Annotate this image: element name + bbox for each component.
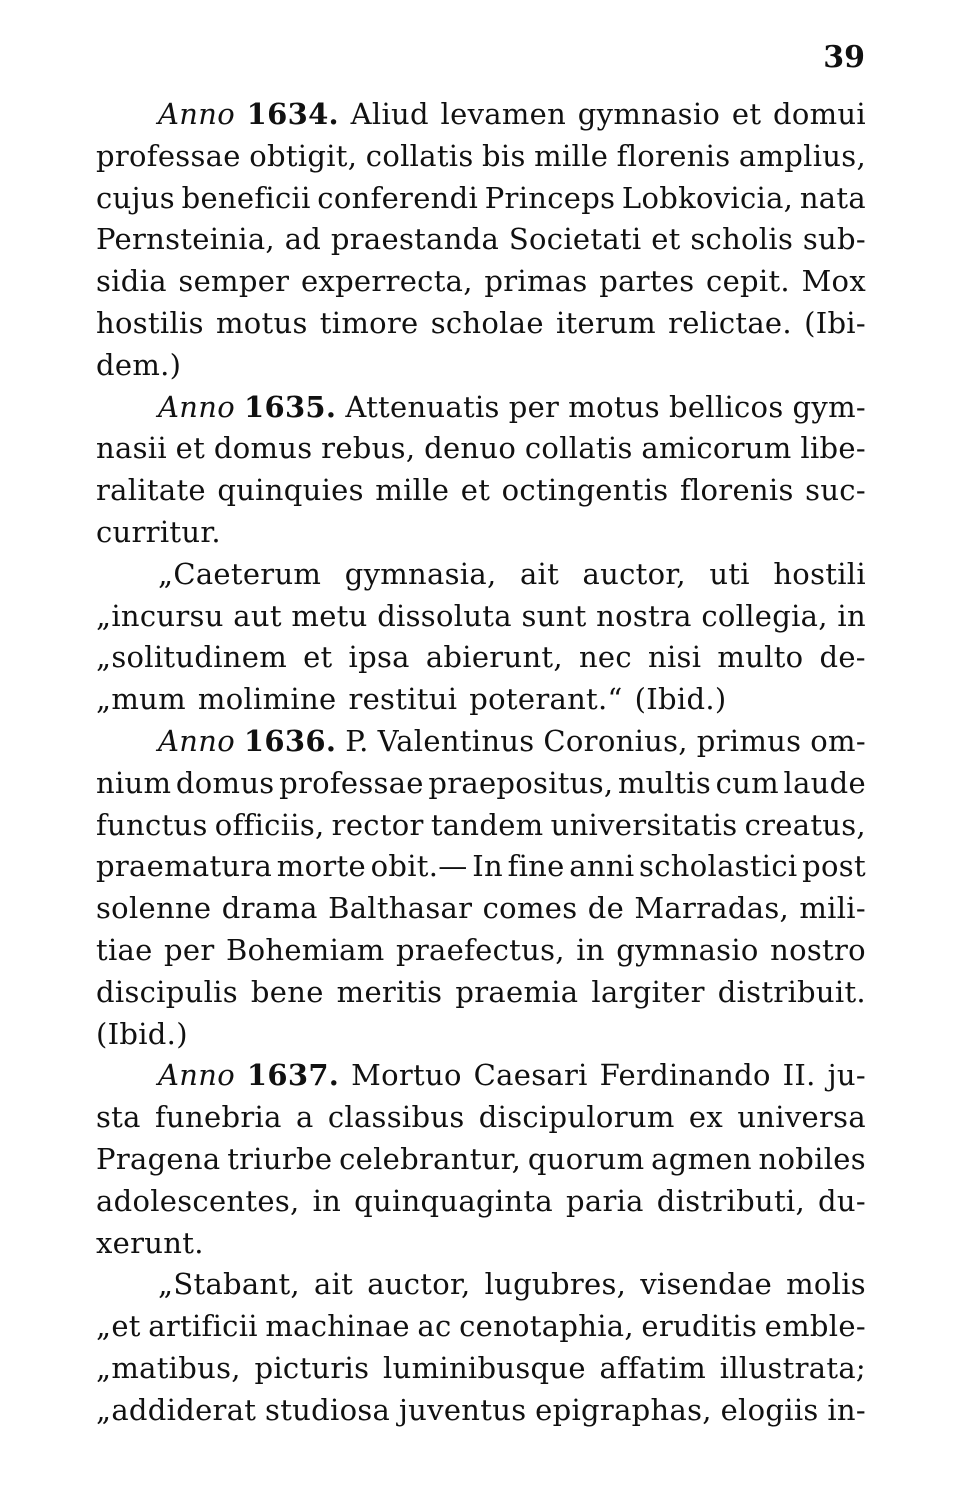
text-line (96, 1348, 866, 1390)
word: universa (737, 1100, 866, 1135)
word: paria (565, 1183, 644, 1218)
word: quinquies (217, 473, 364, 508)
word: discipulis (96, 974, 238, 1009)
text-line (96, 1264, 866, 1306)
word: in (312, 1183, 342, 1218)
word: scholastici (639, 849, 798, 884)
word: picturis (254, 1350, 370, 1385)
word: cenotaphia, (459, 1309, 634, 1344)
word: collatis (365, 138, 474, 173)
word: iterum (555, 305, 656, 340)
word: nostra (596, 598, 692, 633)
word: mille (375, 473, 450, 508)
word: denuo (424, 431, 517, 466)
word: „incursu (96, 598, 224, 633)
text-line (96, 178, 866, 220)
word: affatim (599, 1350, 707, 1385)
word: dem.) (96, 347, 182, 382)
word: partes (599, 264, 695, 299)
word: Bohemiam (226, 932, 385, 967)
word: ipsa (348, 640, 410, 675)
text-line (96, 1390, 866, 1432)
word: distribuit. (717, 974, 866, 1009)
word: creatus, (744, 807, 866, 842)
word: in- (827, 1392, 866, 1427)
word: cum (715, 765, 779, 800)
word: adolescentes, (96, 1183, 300, 1218)
word: bis (482, 138, 526, 173)
word: aut (233, 598, 282, 633)
word: gymnasia, (344, 556, 497, 591)
word: amicorum (641, 431, 792, 466)
word: epigraphas, (535, 1392, 712, 1427)
word: sunt (521, 598, 587, 633)
word: „Stabant, (158, 1267, 300, 1302)
word: classibus (327, 1100, 465, 1135)
word: juventus (398, 1392, 527, 1427)
word: bellicos (668, 389, 784, 424)
word: abierunt, (425, 640, 563, 675)
word: agmen (651, 1141, 752, 1176)
word: domus (175, 765, 275, 800)
word: amplius, (738, 138, 866, 173)
word: et (731, 97, 762, 131)
anno-label: Anno (158, 723, 235, 758)
text-line (96, 94, 866, 136)
word: discipulorum (478, 1100, 675, 1135)
word: domui (772, 97, 866, 131)
word: nasii (96, 431, 167, 466)
text-line (96, 136, 866, 178)
text-line (96, 596, 866, 638)
word: elogiis (720, 1392, 819, 1427)
word: mili- (799, 891, 866, 926)
word: hostili (773, 556, 866, 591)
text-line (96, 888, 866, 930)
word: multo (717, 640, 804, 675)
word: praestanda (330, 222, 500, 257)
word: poterant.“ (469, 682, 623, 717)
word: ad (284, 222, 322, 257)
word: a (295, 1100, 314, 1135)
word: per (164, 932, 215, 967)
text-line (96, 1055, 866, 1097)
word: dissoluta (377, 598, 512, 633)
word: Attenuatis (345, 389, 500, 424)
word: florenis (679, 473, 794, 508)
word: In (472, 849, 503, 884)
word: anni (569, 849, 635, 884)
word: lugubres, (484, 1267, 627, 1302)
word: visendae (640, 1267, 773, 1302)
word: metu (291, 598, 368, 633)
word: P. (345, 723, 369, 758)
text-line (96, 805, 866, 847)
word: (Ibi- (804, 305, 866, 340)
word: ju- (827, 1058, 866, 1093)
word: primus (696, 723, 802, 758)
text-line (96, 512, 866, 554)
year-label: 1635. (244, 389, 337, 424)
word: om- (810, 723, 866, 758)
word: multis (617, 765, 712, 800)
word: „mum (96, 682, 186, 717)
text-line (96, 679, 866, 721)
word: semper (178, 264, 290, 299)
text-line (96, 1306, 866, 1348)
word: Marradas, (634, 891, 790, 926)
word: Princeps (484, 180, 616, 215)
word: sidia (96, 264, 167, 299)
text-line (96, 846, 866, 888)
text-line (96, 763, 866, 805)
anno-label: Anno (158, 389, 235, 424)
word: du- (818, 1183, 866, 1218)
word: scholis (690, 222, 794, 257)
word: meritis (336, 974, 443, 1009)
word: obtigit, (249, 138, 358, 173)
text-line (96, 1014, 866, 1056)
word: scholae (430, 305, 544, 340)
word: rector (331, 807, 424, 842)
word: praemia (455, 974, 579, 1009)
year-label: 1636. (243, 723, 337, 758)
word: praematura (96, 849, 273, 884)
word: triurbe (227, 1141, 333, 1176)
text-line (96, 261, 866, 303)
text-line (96, 1139, 866, 1181)
word: restitui (348, 682, 458, 717)
word: motus (568, 389, 660, 424)
text-line (96, 637, 866, 679)
word: et (460, 473, 491, 508)
word: sub- (802, 222, 866, 257)
word: mille (534, 138, 609, 173)
text-line (96, 345, 866, 387)
word: praefectus, (396, 932, 565, 967)
text-line (96, 930, 866, 972)
word: Mortuo (351, 1058, 462, 1093)
word: funebria (155, 1100, 282, 1135)
word: libe- (800, 431, 866, 466)
word: functus (96, 807, 208, 842)
text-line (96, 1223, 866, 1265)
word: machinae (265, 1309, 410, 1344)
word: officiis, (214, 807, 325, 842)
text-line (96, 1181, 866, 1223)
text-line (96, 1097, 866, 1139)
word: per (508, 389, 560, 424)
word: ait (519, 556, 560, 591)
word: „Caeterum (158, 556, 322, 591)
word: ac (417, 1309, 452, 1344)
word: fine (507, 849, 565, 884)
word: in (576, 932, 605, 967)
word: molis (786, 1267, 866, 1302)
word: domus (213, 431, 313, 466)
anno-label: Anno (158, 1058, 235, 1093)
word: Mox (801, 264, 866, 299)
word: professae (279, 765, 424, 800)
text-line (96, 387, 866, 429)
word: Pragena (96, 1141, 221, 1176)
word: universitatis (550, 807, 738, 842)
word: quorum (527, 1141, 645, 1176)
word: motus (215, 305, 308, 340)
word: gymnasio (577, 97, 721, 131)
word: nec (578, 640, 632, 675)
word: (Ibid.) (96, 1016, 188, 1051)
word: in (837, 598, 866, 633)
word: quinquaginta (354, 1183, 553, 1218)
word: tiae (96, 932, 153, 967)
word: et (303, 640, 333, 675)
word: artificii (148, 1309, 258, 1344)
word: emble- (764, 1309, 866, 1344)
word: illustrata; (719, 1350, 866, 1385)
word: solenne (96, 891, 212, 926)
word: ait (314, 1267, 354, 1302)
word: timore (319, 305, 419, 340)
word: celebrantur, (339, 1141, 522, 1176)
word: Balthasar (328, 891, 473, 926)
word: (Ibid.) (634, 682, 727, 717)
word: de (587, 891, 625, 926)
word: florenis (616, 138, 731, 173)
word: distributi, (656, 1183, 805, 1218)
word: auctor, (582, 556, 686, 591)
word: Pernsteinia, (96, 222, 275, 257)
word: cepit. (706, 264, 790, 299)
word: rebus, (321, 431, 416, 466)
word: cujus (96, 180, 175, 215)
word: eruditis (641, 1309, 758, 1344)
word: II. (782, 1058, 816, 1093)
word: relictae. (668, 305, 792, 340)
word: „matibus, (96, 1350, 241, 1385)
word: xerunt. (96, 1225, 204, 1260)
word: „et (96, 1309, 141, 1344)
word: uti (709, 556, 750, 591)
text-line (96, 470, 866, 512)
word: morte (276, 849, 366, 884)
word: nostro (770, 932, 866, 967)
word: Lobkovicia, (621, 180, 794, 215)
word: „addiderat (96, 1392, 257, 1427)
word: molimine (197, 682, 337, 717)
body-text (96, 94, 866, 1432)
word: laude (783, 765, 866, 800)
text-line (96, 972, 866, 1014)
word: studiosa (265, 1392, 391, 1427)
word: obit.— (370, 849, 468, 884)
word: collegia, (701, 598, 828, 633)
word: gym- (792, 389, 866, 424)
word: professae (96, 138, 241, 173)
anno-label: Anno (158, 97, 235, 131)
word: Valentinus (377, 723, 535, 758)
word: comes (482, 891, 578, 926)
year-label: 1637. (246, 1058, 340, 1093)
word: drama (221, 891, 318, 926)
text-line (96, 428, 866, 470)
year-label: 1634. (246, 97, 339, 131)
text-line (96, 303, 866, 345)
word: gymnasio (616, 932, 759, 967)
text-line (96, 554, 866, 596)
word: nisi (647, 640, 702, 675)
word: nata (799, 180, 866, 215)
word: Societati (508, 222, 642, 257)
word: beneficii (181, 180, 311, 215)
word: hostilis (96, 305, 204, 340)
word: sta (96, 1100, 141, 1135)
word: suc- (805, 473, 866, 508)
word: bene (250, 974, 324, 1009)
word: conferendi (317, 180, 479, 215)
word: et (175, 431, 206, 466)
word: primas (484, 264, 588, 299)
word: curritur. (96, 514, 221, 549)
word: largiter (591, 974, 705, 1009)
page-number: 39 (823, 40, 865, 75)
word: Caesari (473, 1058, 588, 1093)
word: nobiles (758, 1141, 866, 1176)
word: collatis (524, 431, 633, 466)
word: „solitudinem (96, 640, 288, 675)
word: ex (688, 1100, 724, 1135)
word: tandem (430, 807, 544, 842)
word: de- (819, 640, 866, 675)
word: Aliud (350, 97, 429, 131)
word: auctor, (367, 1267, 471, 1302)
word: nium (96, 765, 172, 800)
word: praepositus, (428, 765, 614, 800)
word: ralitate (96, 473, 206, 508)
word: octingentis (501, 473, 669, 508)
word: et (651, 222, 681, 257)
word: levamen (440, 97, 567, 131)
word: post (802, 849, 866, 884)
word: experrecta, (300, 264, 473, 299)
text-line (96, 721, 866, 763)
word: Ferdinando (599, 1058, 771, 1093)
word: Coronius, (543, 723, 688, 758)
text-line (96, 219, 866, 261)
word: luminibusque (383, 1350, 586, 1385)
